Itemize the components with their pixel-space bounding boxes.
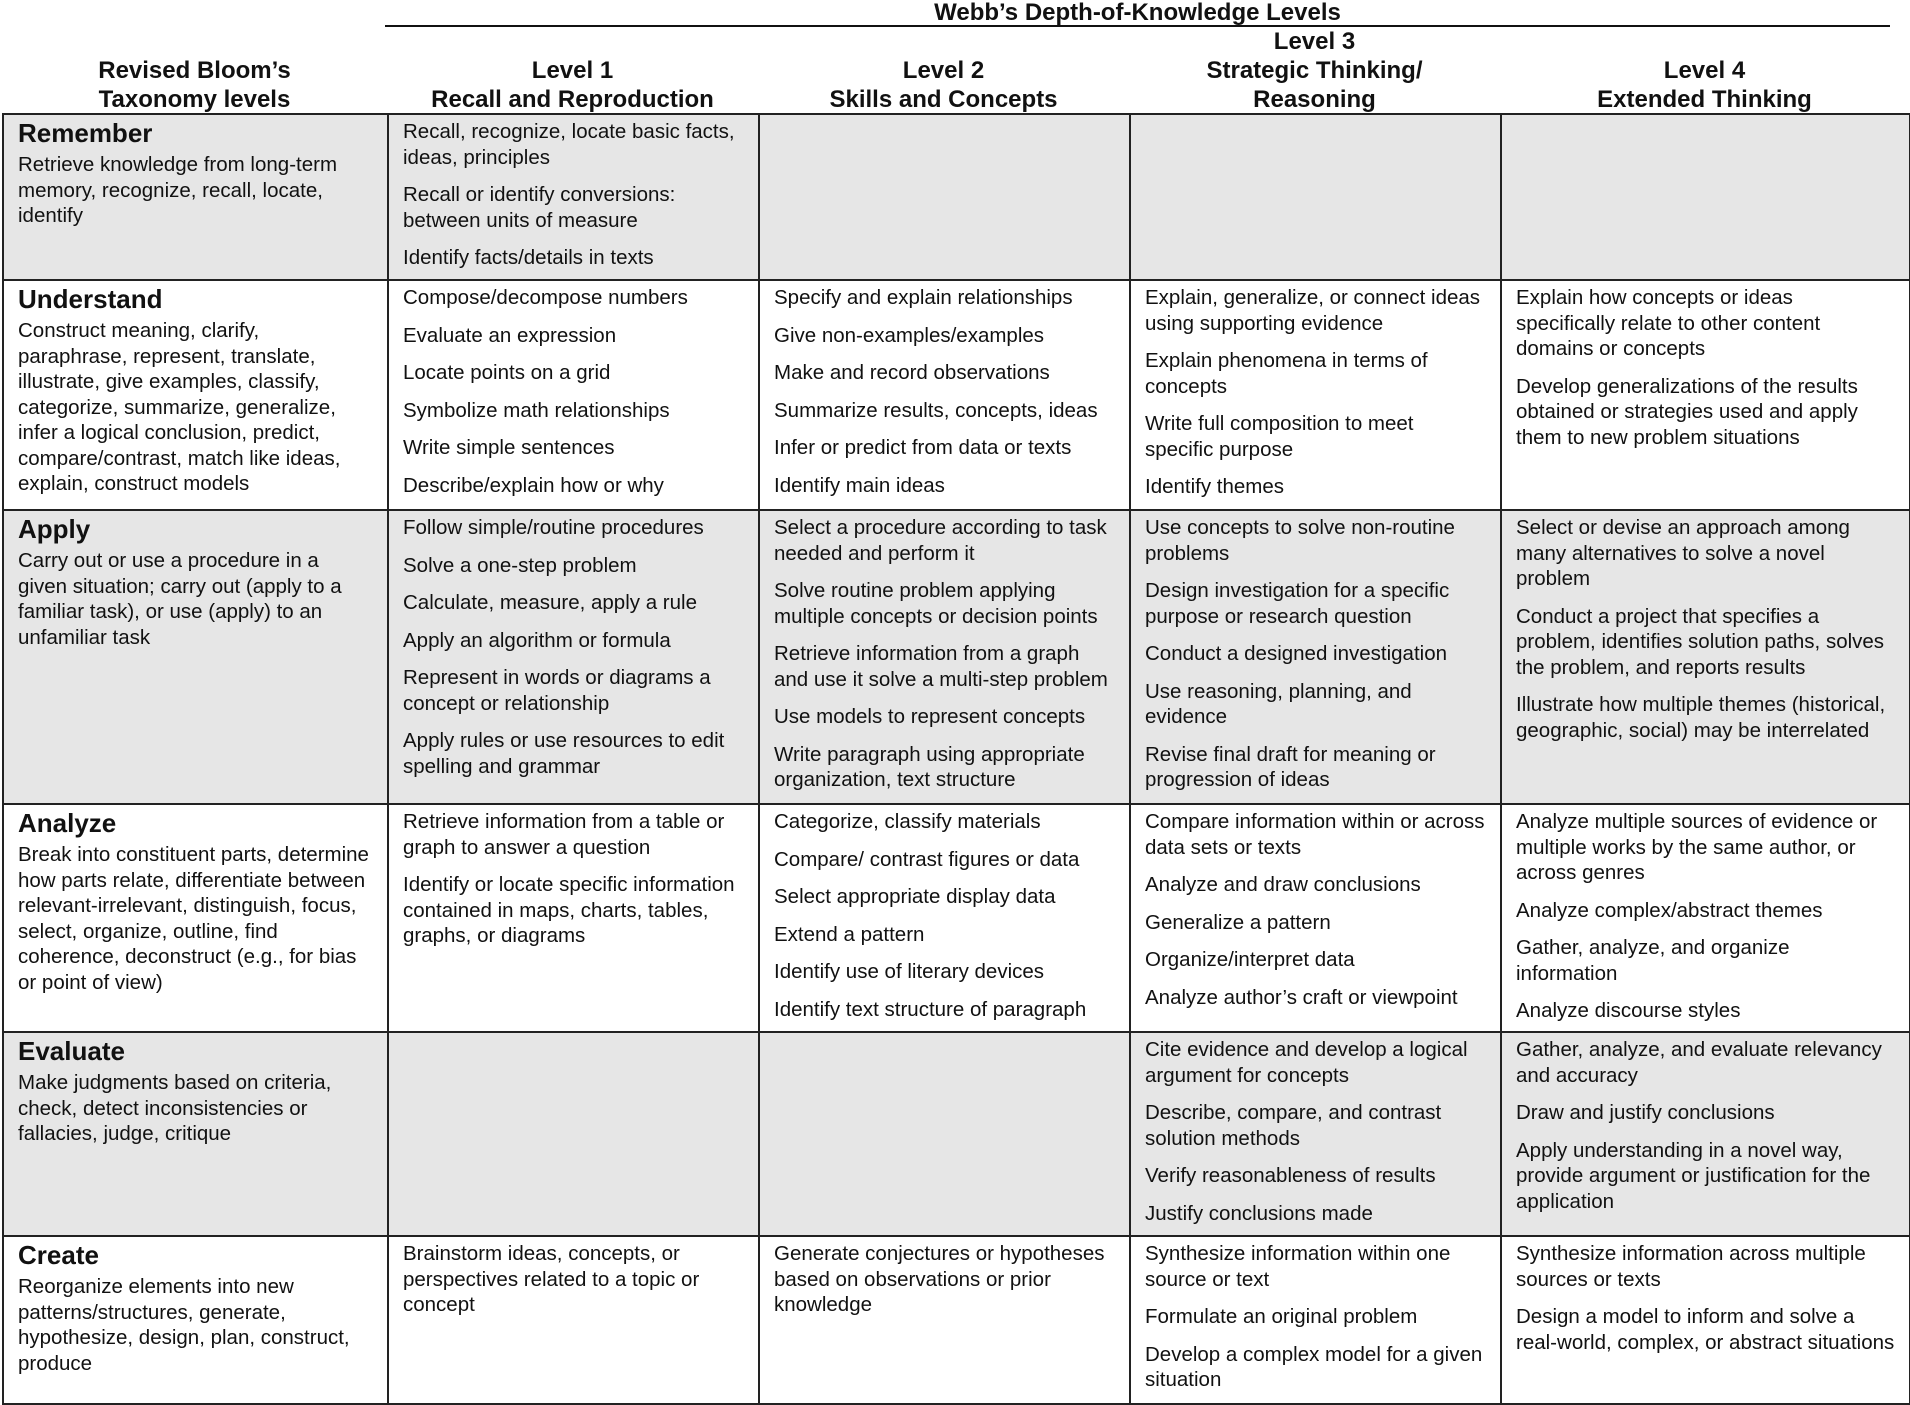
example-task: Generalize a pattern (1145, 910, 1331, 934)
example-task: Apply an algorithm or formula (403, 628, 671, 652)
example-task: Formulate an original problem (1145, 1305, 1418, 1328)
example-task: Recall or identify conversions: between units of measure (403, 183, 676, 232)
dok-level-2-cell (759, 280, 1130, 510)
bloom-level-name: Apply (18, 514, 91, 544)
example-task: Verify reasonableness of results (1145, 1164, 1436, 1187)
bloom-level-name: Remember (18, 118, 153, 148)
example-task: Extend a pattern (774, 922, 925, 946)
example-task: Identify main ideas (774, 473, 945, 497)
dok-level-4-cell (1501, 114, 1910, 280)
level-2-header (758, 28, 1129, 114)
example-task: Symbolize math relationships (403, 398, 670, 422)
bloom-level-name: Evaluate (18, 1036, 125, 1066)
example-task: Develop a complex model for a given situation (1145, 1342, 1483, 1391)
bloom-level-description: Retrieve knowledge from long-term memory, recognize, recall, locate, identify (18, 153, 338, 227)
bloom-level-description: Construct meaning, clarify, paraphrase, represent, translate, illustrate, give examples, classify, categorize, summarize, generalize, infer a logical conclusion, predict, compare/contrast, match like ideas, explain, construct models (18, 319, 341, 495)
example-task: Select a procedure according to task needed and perform it (774, 516, 1107, 565)
example-task: Describe, compare, and contrast solution methods (1145, 1101, 1442, 1150)
example-task: Use models to represent concepts (774, 705, 1086, 728)
bloom-level-cell (3, 510, 388, 804)
level-header-line: Strategic Thinking/ (1206, 57, 1423, 84)
example-task: Write full composition to meet specific purpose (1145, 412, 1414, 461)
example-task: Gather, analyze, and organize information (1516, 936, 1790, 985)
example-task: Develop generalizations of the results obtained or strategies used and apply them to new problem situations (1516, 374, 1858, 449)
dok-level-1-cell (388, 510, 759, 804)
taxonomy-row (3, 114, 1910, 280)
bloom-level-cell (3, 1032, 388, 1236)
example-task: Brainstorm ideas, concepts, or perspectives related to a topic or concept (403, 1242, 700, 1316)
example-task: Select appropriate display data (774, 885, 1056, 908)
taxonomy-row (3, 510, 1910, 804)
example-task: Conduct a designed investigation (1145, 642, 1448, 665)
example-task: Revise final draft for meaning or progression of ideas (1145, 742, 1436, 791)
example-task: Compare/ contrast figures or data (774, 847, 1080, 871)
dok-level-4-cell (1501, 1032, 1910, 1236)
example-task: Apply rules or use resources to edit spelling and grammar (403, 729, 725, 778)
bloom-level-cell (3, 804, 388, 1032)
level-3-header (1129, 28, 1500, 114)
dok-level-3-cell (1130, 1032, 1501, 1236)
level-header-line: Reasoning (1253, 86, 1376, 113)
dok-level-2-cell (759, 804, 1130, 1032)
example-task: Solve a one-step problem (403, 553, 637, 577)
example-task: Compose/decompose numbers (403, 286, 688, 309)
bloom-header-line: Revised Bloom’s (98, 57, 291, 84)
dok-level-3-cell (1130, 114, 1501, 280)
example-task: Give non-examples/examples (774, 323, 1045, 347)
bloom-header-line: Taxonomy levels (98, 86, 291, 113)
example-task: Analyze discourse styles (1516, 999, 1741, 1022)
example-task: Categorize, classify materials (774, 810, 1041, 833)
level-4-header (1500, 28, 1909, 114)
webb-title: Webb’s Depth-of-Knowledge Levels (934, 0, 1341, 26)
example-task: Write simple sentences (403, 436, 615, 459)
dok-level-1-cell (388, 1236, 759, 1404)
level-header-line: Skills and Concepts (829, 86, 1058, 113)
example-task: Use concepts to solve non-routine problems (1145, 516, 1455, 565)
taxonomy-row (3, 280, 1910, 510)
bloom-level-name: Analyze (18, 808, 117, 838)
level-header-line: Level 4 (1663, 57, 1746, 84)
bloom-level-cell (3, 1236, 388, 1404)
example-task: Draw and justify conclusions (1516, 1101, 1775, 1124)
example-task: Solve routine problem applying multiple concepts or decision points (774, 579, 1098, 628)
example-task: Synthesize information across multiple sources or texts (1516, 1242, 1866, 1291)
level-header-line: Extended Thinking (1597, 86, 1812, 113)
example-task: Recall, recognize, locate basic facts, ideas, principles (403, 120, 735, 169)
level-1-header (387, 28, 758, 114)
example-task: Conduct a project that specifies a problem, identifies solution paths, solves the problem, and reports results (1516, 604, 1885, 679)
dok-table-body (3, 114, 1910, 1404)
example-task: Synthesize information within one source or text (1145, 1242, 1451, 1291)
example-task: Identify themes (1145, 475, 1285, 498)
example-task: Specify and explain relationships (774, 286, 1073, 309)
dok-level-2-cell (759, 1032, 1130, 1236)
level-header-line: Level 1 (531, 57, 614, 84)
dok-level-4-cell (1501, 804, 1910, 1032)
dok-table (2, 113, 1910, 1405)
example-task: Identify or locate specific information contained in maps, charts, tables, graphs, or diagrams (403, 873, 735, 947)
bloom-level-name: Create (18, 1240, 99, 1270)
level-header-line: Level 2 (902, 57, 985, 84)
dok-level-4-cell (1501, 510, 1910, 804)
taxonomy-row (3, 1032, 1910, 1236)
example-task: Justify conclusions made (1145, 1201, 1373, 1225)
example-task: Analyze and draw conclusions (1145, 873, 1421, 896)
dok-level-2-cell (759, 1236, 1130, 1404)
bloom-level-description: Reorganize elements into new patterns/structures, generate, hypothesize, design, plan, construct, produce (18, 1275, 350, 1375)
example-task: Design investigation for a specific purpose or research question (1145, 579, 1450, 628)
dok-level-3-cell (1130, 804, 1501, 1032)
bloom-header (2, 28, 387, 114)
example-task: Represent in words or diagrams a concept or relationship (403, 666, 711, 715)
dok-level-3-cell (1130, 1236, 1501, 1404)
example-task: Design a model to inform and solve a real-world, complex, or abstract situations (1516, 1305, 1895, 1354)
example-task: Compare information within or across data sets or texts (1145, 810, 1485, 859)
dok-level-3-cell (1130, 280, 1501, 510)
example-task: Describe/explain how or why (403, 473, 664, 497)
example-task: Organize/interpret data (1145, 948, 1355, 971)
example-task: Identify facts/details in texts (403, 246, 654, 269)
dok-level-2-cell (759, 510, 1130, 804)
level-header-line: Level 3 (1273, 28, 1356, 55)
example-task: Select or devise an approach among many alternatives to solve a novel problem (1516, 516, 1850, 590)
bloom-level-cell (3, 114, 388, 280)
example-task: Analyze multiple sources of evidence or multiple works by the same author, or across genres (1516, 810, 1878, 884)
dok-level-4-cell (1501, 280, 1910, 510)
example-task: Analyze author’s craft or viewpoint (1145, 985, 1458, 1009)
bloom-level-description: Carry out or use a procedure in a given situation; carry out (apply to a familiar task), or use (apply) to an unfamiliar task (18, 549, 342, 649)
taxonomy-row (3, 1236, 1910, 1404)
dok-level-4-cell (1501, 1236, 1910, 1404)
example-task: Explain, generalize, or connect ideas using supporting evidence (1145, 286, 1481, 335)
example-task: Make and record observations (774, 361, 1050, 384)
example-task: Use reasoning, planning, and evidence (1145, 679, 1412, 728)
example-task: Retrieve information from a graph and use it solve a multi-step problem (774, 642, 1108, 691)
bloom-level-description: Make judgments based on criteria, check, detect inconsistencies or fallacies, judge, critique (18, 1071, 332, 1145)
example-task: Explain how concepts or ideas specifically relate to other content domains or concepts (1516, 286, 1821, 360)
example-task: Identify text structure of paragraph (774, 997, 1087, 1021)
example-task: Apply understanding in a novel way, provide argument or justification for the application (1516, 1138, 1871, 1213)
dok-level-2-cell (759, 114, 1130, 280)
example-task: Locate points on a grid (403, 361, 611, 384)
example-task: Explain phenomena in terms of concepts (1145, 349, 1428, 398)
dok-level-1-cell (388, 804, 759, 1032)
example-task: Follow simple/routine procedures (403, 516, 704, 539)
bloom-level-name: Understand (18, 284, 163, 314)
taxonomy-row (3, 804, 1910, 1032)
example-task: Gather, analyze, and evaluate relevancy and accuracy (1516, 1038, 1882, 1087)
example-task: Retrieve information from a table or graph to answer a question (403, 810, 725, 859)
example-task: Identify use of literary devices (774, 960, 1045, 983)
bloom-level-description: Break into constituent parts, determine how parts relate, differentiate between relevant-irrelevant, distinguish, focus, select, organize, outline, find coherence, deconstruct (e.g., for bias or point of view) (18, 843, 369, 994)
example-task: Write paragraph using appropriate organization, text structure (774, 742, 1085, 791)
example-task: Cite evidence and develop a logical argument for concepts (1145, 1038, 1468, 1087)
example-task: Calculate, measure, apply a rule (403, 591, 697, 614)
dok-level-1-cell (388, 1032, 759, 1236)
dok-level-1-cell (388, 114, 759, 280)
example-task: Evaluate an expression (403, 323, 617, 347)
example-task: Infer or predict from data or texts (774, 436, 1072, 459)
example-task: Summarize results, concepts, ideas (774, 398, 1098, 422)
dok-level-3-cell (1130, 510, 1501, 804)
example-task: Illustrate how multiple themes (historical, geographic, social) may be interrelated (1516, 693, 1886, 742)
bloom-level-cell (3, 280, 388, 510)
example-task: Generate conjectures or hypotheses based on observations or prior knowledge (774, 1242, 1105, 1316)
dok-level-1-cell (388, 280, 759, 510)
example-task: Analyze complex/abstract themes (1516, 898, 1823, 922)
level-header-line: Recall and Reproduction (431, 86, 714, 113)
